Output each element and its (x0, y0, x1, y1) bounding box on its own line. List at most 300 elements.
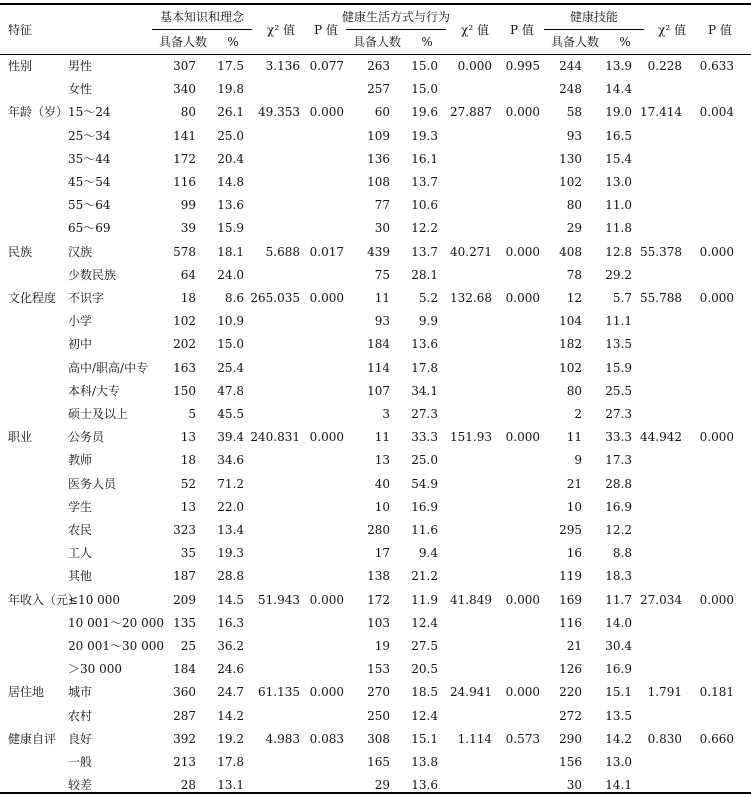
row-value: 14.2 (605, 731, 632, 746)
row-value: 16.3 (217, 615, 244, 630)
row-value: 80 (566, 198, 582, 213)
row-value: 182 (559, 337, 582, 352)
row-value: 47.8 (217, 383, 244, 398)
row-value: 22.0 (217, 499, 244, 514)
row-value: 17.8 (217, 755, 244, 769)
row-value: 0.000 (309, 685, 344, 700)
header-count-1: 具备人数 (158, 35, 207, 49)
row-value: 64 (180, 267, 196, 282)
row-value: 12.8 (605, 244, 632, 259)
row-value: 102 (173, 314, 196, 329)
row-value: 10 (566, 499, 582, 514)
row-value: 21 (566, 639, 582, 653)
row-value: 40 (374, 476, 390, 491)
row-value: 9.9 (418, 314, 438, 329)
row-value: 15.0 (217, 337, 244, 352)
row-subgroup: 教师 (68, 453, 93, 468)
row-value: 40.271 (450, 244, 492, 259)
row-subgroup: 硕士及以上 (68, 407, 129, 421)
row-value: 13.7 (411, 175, 438, 189)
row-value: 408 (559, 244, 582, 259)
row-value: 14.0 (605, 615, 632, 630)
row-value: 141 (173, 128, 196, 143)
row-value: 11.7 (605, 592, 632, 607)
row-value: 13.4 (217, 523, 244, 537)
row-value: 27.034 (640, 592, 682, 607)
row-subgroup: 本科/大专 (68, 383, 121, 398)
row-value: 17 (374, 546, 390, 561)
row-value: 24.0 (217, 267, 244, 282)
row-value: 9.4 (418, 546, 438, 561)
row-value: 39 (180, 221, 196, 236)
header-chi-1: χ² 值 (267, 23, 295, 37)
row-value: 0.000 (309, 291, 344, 305)
row-value: 30 (374, 221, 390, 236)
row-value: 28.8 (217, 569, 244, 584)
row-value: 14.1 (605, 778, 632, 793)
row-subgroup: 医务人员 (68, 476, 117, 491)
row-value: 295 (559, 523, 582, 537)
row-value: 13.8 (411, 755, 438, 769)
row-value: 41.849 (450, 592, 492, 607)
row-value: 340 (173, 82, 196, 97)
row-value: 213 (173, 755, 196, 769)
row-value: 28 (180, 778, 196, 793)
row-value: 11 (374, 430, 390, 445)
row-value: 280 (367, 523, 390, 537)
row-value: 0.181 (699, 685, 734, 700)
row-value: 0.000 (505, 685, 540, 700)
group1-rule (152, 29, 252, 30)
row-value: 30 (566, 778, 582, 793)
header-count-2: 具备人数 (352, 35, 401, 49)
row-value: 25.0 (411, 453, 438, 468)
row-value: 13.5 (605, 708, 632, 723)
row-value: 0.573 (505, 731, 540, 746)
header-count-3: 具备人数 (550, 35, 599, 49)
row-value: 78 (566, 267, 582, 282)
header-pct-3: % (619, 35, 631, 49)
row-value: 308 (367, 731, 390, 746)
row-value: 11.1 (605, 314, 632, 329)
header-p-3: P 值 (708, 23, 732, 37)
row-value: 15.9 (605, 360, 632, 375)
row-value: 61.135 (258, 685, 300, 700)
row-subgroup: ≤10 000 (68, 592, 121, 607)
header-pct-1: % (227, 35, 239, 49)
row-value: 103 (367, 615, 390, 630)
row-value: 15.9 (217, 221, 244, 236)
row-value: 19.3 (217, 546, 244, 561)
row-subgroup: 良好 (68, 731, 93, 746)
row-value: 13 (180, 430, 196, 445)
row-value: 5.7 (612, 291, 632, 305)
row-value: 0.000 (505, 430, 540, 445)
row-subgroup: 55～64 (68, 198, 111, 213)
row-value: 13.7 (411, 244, 438, 259)
row-value: 0.077 (309, 59, 344, 73)
row-value: 93 (566, 128, 582, 143)
row-value: 10.6 (411, 198, 438, 213)
row-value: 27.5 (411, 639, 438, 653)
row-subgroup: 35～44 (68, 151, 111, 166)
row-value: 244 (559, 59, 582, 73)
row-value: 172 (173, 151, 196, 166)
row-value: 5 (188, 407, 196, 421)
row-value: 28.1 (411, 267, 438, 282)
row-value: 8.6 (224, 291, 244, 305)
row-value: 3 (382, 407, 390, 421)
row-value: 13.6 (411, 778, 438, 793)
row-value: 0.000 (699, 291, 734, 305)
row-value: 80 (566, 383, 582, 398)
row-value: 102 (559, 175, 582, 189)
row-value: 13.9 (605, 59, 632, 73)
row-value: 0.000 (699, 244, 734, 259)
row-value: 19.2 (217, 731, 244, 746)
row-value: 169 (559, 592, 582, 607)
row-value: 265.035 (250, 291, 300, 305)
header-group-skills: 健康技能 (569, 10, 618, 24)
row-value: 248 (559, 82, 582, 97)
row-value: 240.831 (250, 430, 300, 445)
row-value: 29 (374, 778, 390, 793)
row-value: 27.3 (411, 407, 438, 421)
row-value: 28.8 (605, 476, 632, 491)
row-subgroup: 学生 (68, 499, 93, 514)
row-value: 257 (367, 82, 390, 97)
row-value: 11.0 (605, 198, 632, 213)
row-value: 12.2 (411, 221, 438, 236)
row-value: 1.114 (457, 731, 492, 746)
row-value: 116 (559, 615, 582, 630)
row-value: 202 (173, 337, 196, 352)
row-value: 0.000 (699, 430, 734, 445)
row-value: 439 (367, 244, 390, 259)
row-category: 文化程度 (8, 291, 57, 305)
row-value: 13.0 (605, 175, 632, 189)
row-value: 24.6 (217, 662, 244, 677)
row-value: 15.0 (411, 82, 438, 97)
row-value: 0.000 (309, 592, 344, 607)
row-value: 392 (173, 731, 196, 746)
row-value: 18.1 (217, 244, 244, 259)
row-value: 14.2 (217, 708, 244, 723)
row-value: 77 (374, 198, 390, 213)
row-value: 0.004 (699, 105, 734, 120)
row-value: 54.9 (411, 476, 438, 491)
row-value: 16.9 (411, 499, 438, 514)
row-value: 25 (180, 639, 196, 653)
group2-rule (346, 29, 446, 30)
row-subgroup: 城市 (68, 685, 93, 700)
row-value: 0.000 (309, 430, 344, 445)
row-value: 15.1 (411, 731, 438, 746)
row-category: 职业 (8, 430, 33, 445)
row-value: 135 (173, 615, 196, 630)
row-value: 19.3 (411, 128, 438, 143)
row-value: 18 (180, 453, 196, 468)
row-value: 25.0 (217, 128, 244, 143)
row-value: 126 (559, 662, 582, 677)
row-value: 80 (180, 105, 196, 120)
row-value: 24.7 (217, 685, 244, 700)
row-value: 11 (374, 291, 390, 305)
row-value: 26.1 (217, 105, 244, 120)
row-subgroup: 男性 (68, 59, 93, 73)
row-subgroup: 较差 (68, 778, 93, 793)
row-value: 19.8 (217, 82, 244, 97)
row-subgroup: 15～24 (68, 105, 111, 120)
row-value: 27.3 (605, 407, 632, 421)
row-category: 居住地 (8, 685, 45, 700)
header-chi-3: χ² 值 (658, 23, 686, 37)
row-value: 18 (180, 291, 196, 305)
row-value: 49.353 (258, 105, 300, 120)
row-value: 107 (367, 383, 390, 398)
row-value: 0.000 (457, 59, 492, 73)
row-value: 165 (367, 755, 390, 769)
row-value: 16.1 (411, 151, 438, 166)
row-value: 16.9 (605, 662, 632, 677)
row-value: 12.2 (605, 523, 632, 537)
row-category: 年龄（岁） (8, 105, 69, 120)
row-subgroup: 汉族 (68, 244, 93, 259)
row-value: 11 (566, 430, 582, 445)
row-value: 34.1 (411, 383, 438, 398)
row-value: 34.6 (217, 453, 244, 468)
row-value: 14.4 (605, 82, 632, 97)
row-subgroup: 工人 (68, 546, 93, 561)
row-value: 17.3 (605, 453, 632, 468)
row-value: 15.4 (605, 151, 632, 166)
row-value: 109 (367, 128, 390, 143)
row-value: 14.8 (217, 175, 244, 189)
row-value: 272 (559, 708, 582, 723)
row-value: 138 (367, 569, 390, 584)
header-p-2: P 值 (510, 23, 534, 37)
row-value: 3.136 (265, 59, 300, 73)
top-rule (0, 3, 751, 5)
row-value: 0.000 (699, 592, 734, 607)
row-value: 21 (566, 476, 582, 491)
row-value: 0.633 (699, 59, 734, 73)
row-subgroup: 其他 (68, 569, 93, 584)
row-value: 13 (374, 453, 390, 468)
row-value: 360 (173, 685, 196, 700)
row-value: 25.4 (217, 360, 244, 375)
row-value: 11.6 (411, 523, 438, 537)
header-p-1: P 值 (314, 23, 338, 37)
row-value: 13.0 (605, 755, 632, 769)
row-value: 11.9 (411, 592, 438, 607)
row-subgroup: 少数民族 (68, 267, 117, 282)
row-value: 30.4 (605, 639, 632, 653)
row-value: 15.1 (605, 685, 632, 700)
row-value: 58 (566, 105, 582, 120)
row-value: 13.1 (217, 778, 244, 793)
group3-rule (544, 29, 644, 30)
row-value: 93 (374, 314, 390, 329)
row-value: 71.2 (217, 476, 244, 491)
row-value: 25.5 (605, 383, 632, 398)
row-value: 130 (559, 151, 582, 166)
row-value: 0.000 (505, 592, 540, 607)
row-value: 99 (180, 198, 196, 213)
row-subgroup: 初中 (68, 337, 93, 352)
row-value: 20.4 (217, 151, 244, 166)
row-value: 108 (367, 175, 390, 189)
row-value: 220 (559, 685, 582, 700)
row-value: 119 (559, 569, 582, 584)
row-value: 19.0 (605, 105, 632, 120)
header-pct-2: % (421, 35, 433, 49)
row-subgroup: 一般 (68, 755, 93, 769)
row-value: 184 (173, 662, 196, 677)
row-subgroup: 女性 (68, 82, 93, 97)
row-value: 187 (173, 569, 196, 584)
row-value: 12.4 (411, 708, 438, 723)
row-value: 14.5 (217, 592, 244, 607)
row-subgroup: 25～34 (68, 128, 111, 143)
row-value: 13 (180, 499, 196, 514)
row-value: 33.3 (411, 430, 438, 445)
row-value: 209 (173, 592, 196, 607)
header-group-knowledge: 基本知识和理念 (159, 10, 244, 24)
row-value: 44.942 (640, 430, 682, 445)
row-value: 17.8 (411, 360, 438, 375)
row-value: 11.8 (605, 221, 632, 236)
row-value: 290 (559, 731, 582, 746)
row-value: 2 (574, 407, 582, 421)
row-value: 263 (367, 59, 390, 73)
row-value: 0.228 (647, 59, 682, 73)
row-value: 0.000 (505, 105, 540, 120)
row-value: 10.9 (217, 314, 244, 329)
header-bottom-rule (0, 54, 751, 55)
row-value: 45.5 (217, 407, 244, 421)
row-value: 21.2 (411, 569, 438, 584)
row-value: 5.2 (418, 291, 438, 305)
row-value: 0.000 (505, 291, 540, 305)
row-value: 51.943 (258, 592, 300, 607)
row-category: 年收入（元） (8, 592, 81, 607)
row-value: 18.3 (605, 569, 632, 584)
row-value: 5.688 (265, 244, 300, 259)
row-value: 36.2 (217, 639, 244, 653)
row-subgroup: 农民 (68, 523, 93, 537)
row-value: 1.791 (647, 685, 682, 700)
row-value: 0.000 (505, 244, 540, 259)
row-value: 39.4 (217, 430, 244, 445)
row-subgroup: ＞30 000 (68, 662, 122, 677)
row-value: 184 (367, 337, 390, 352)
row-value: 24.941 (450, 685, 492, 700)
row-subgroup: 高中/职高/中专 (68, 360, 149, 375)
row-value: 0.017 (309, 244, 344, 259)
row-value: 102 (559, 360, 582, 375)
row-value: 18.5 (411, 685, 438, 700)
row-value: 55.788 (640, 291, 682, 305)
row-value: 60 (374, 105, 390, 120)
row-value: 323 (173, 523, 196, 537)
row-value: 16.9 (605, 499, 632, 514)
row-value: 0.830 (647, 731, 682, 746)
row-value: 8.8 (612, 546, 632, 561)
row-value: 151.93 (450, 430, 492, 445)
row-value: 29.2 (605, 267, 632, 282)
row-category: 性别 (8, 59, 33, 73)
row-value: 10 (374, 499, 390, 514)
row-value: 15.0 (411, 59, 438, 73)
row-value: 116 (173, 175, 196, 189)
row-value: 150 (173, 383, 196, 398)
header-chi-2: χ² 值 (461, 23, 489, 37)
row-value: 13.6 (217, 198, 244, 213)
row-subgroup: 农村 (68, 708, 93, 723)
row-value: 0.660 (699, 731, 734, 746)
row-value: 12.4 (411, 615, 438, 630)
header-feature: 特征 (8, 23, 33, 37)
row-subgroup: 不识字 (68, 291, 105, 305)
row-value: 17.414 (640, 105, 682, 120)
row-subgroup: 20 001～30 000 (68, 639, 164, 653)
row-subgroup: 65～69 (68, 221, 111, 236)
row-value: 163 (173, 360, 196, 375)
row-value: 13.5 (605, 337, 632, 352)
row-value: 153 (367, 662, 390, 677)
row-value: 16 (566, 546, 582, 561)
row-value: 156 (559, 755, 582, 769)
row-value: 172 (367, 592, 390, 607)
row-value: 52 (180, 476, 196, 491)
row-value: 27.887 (450, 105, 492, 120)
row-category: 民族 (8, 244, 33, 259)
row-value: 270 (367, 685, 390, 700)
row-subgroup: 公务员 (68, 430, 105, 445)
row-value: 13.6 (411, 337, 438, 352)
row-value: 12 (566, 291, 582, 305)
row-value: 287 (173, 708, 196, 723)
row-value: 0.000 (309, 105, 344, 120)
row-value: 307 (173, 59, 196, 73)
row-value: 132.68 (450, 291, 492, 305)
row-subgroup: 45～54 (68, 175, 111, 189)
row-value: 4.983 (265, 731, 300, 746)
row-value: 35 (180, 546, 196, 561)
row-value: 114 (367, 360, 390, 375)
row-value: 250 (367, 708, 390, 723)
row-value: 55.378 (640, 244, 682, 259)
row-value: 0.083 (309, 731, 344, 746)
row-value: 9 (574, 453, 582, 468)
row-value: 17.5 (217, 59, 244, 73)
row-value: 16.5 (605, 128, 632, 143)
row-value: 578 (173, 244, 196, 259)
header-group-lifestyle: 健康生活方式与行为 (341, 10, 450, 24)
row-value: 29 (566, 221, 582, 236)
row-value: 0.995 (505, 59, 540, 73)
row-subgroup: 小学 (68, 314, 93, 329)
row-value: 33.3 (605, 430, 632, 445)
row-category: 健康自评 (8, 731, 57, 746)
row-subgroup: 10 001～20 000 (68, 615, 164, 630)
row-value: 75 (374, 267, 390, 282)
row-value: 19.6 (411, 105, 438, 120)
row-value: 136 (367, 151, 390, 166)
row-value: 104 (559, 314, 582, 329)
row-value: 20.5 (411, 662, 438, 677)
